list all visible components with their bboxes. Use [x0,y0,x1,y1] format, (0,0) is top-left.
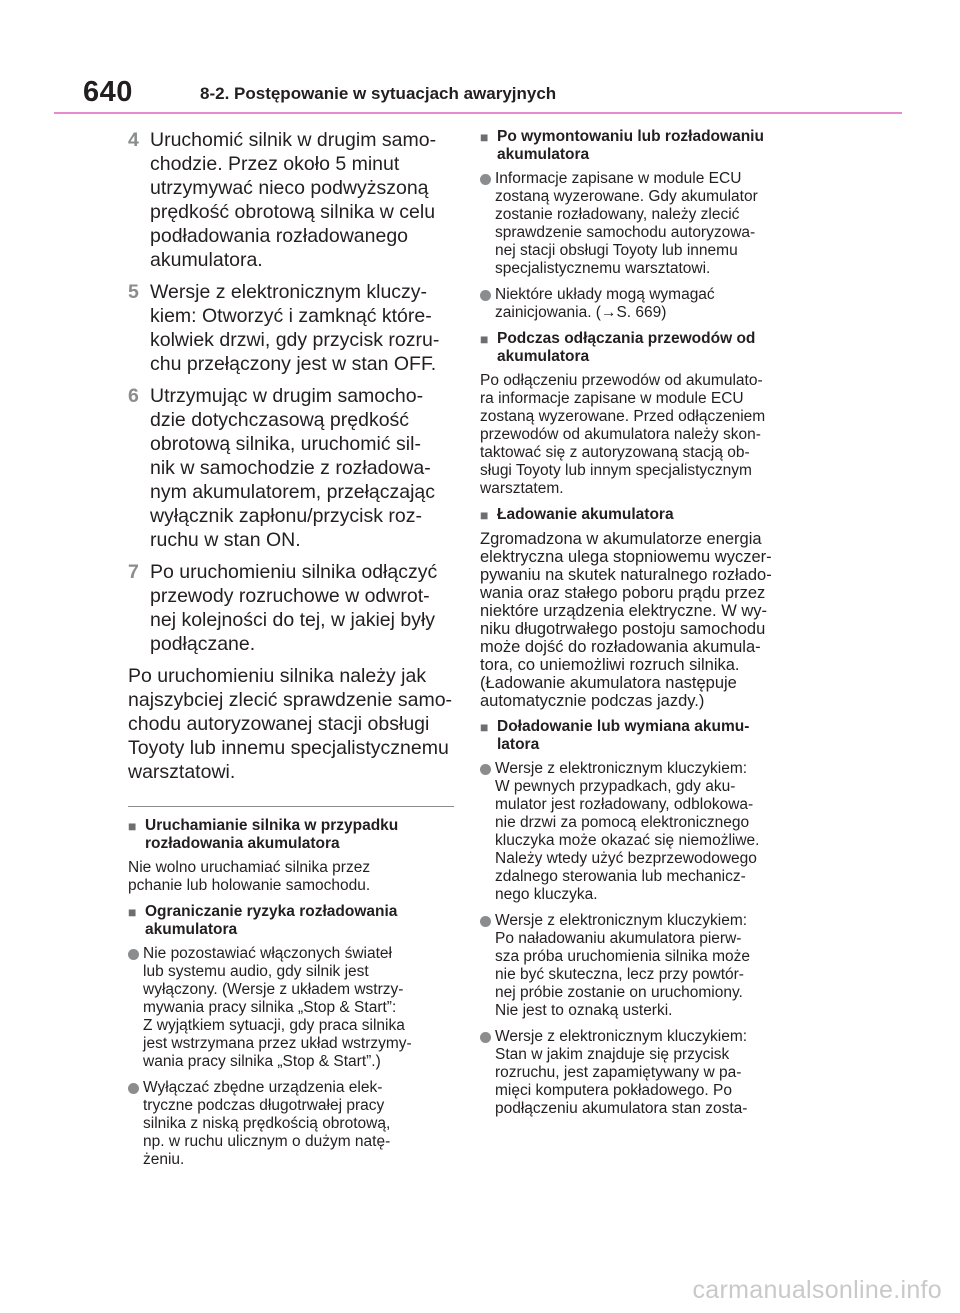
step-text: Utrzymując w drugim samocho- dzie dotychczasową prędkość obrotową silnika, uruchomić sil- nik w samochodzie z rozładowa- nym akumulatorem, przełączając wyłącznik zapłonu/przycisk roz- ruchu w stan ON. [150,385,436,551]
step-text: Wersje z elektronicznym kluczy- kiem: Otworzyć i zamknąć które- kolwiek drzwi, gdy przycisk rozru- chu przełączony jest w stan OFF. [150,281,440,375]
square-bullet-icon: ■ [480,331,489,347]
step-item [128,384,454,552]
step-text: Po uruchomieniu silnika odłączyć przewody rozruchowe w odwrot- nej kolejności do tej, w jakiej były podłączane. [150,561,438,655]
bullet-text: Wyłączać zbędne urządzenia elek- tryczne podczas długotrwałej pracy silnika z niską prędkością obrotową, np. w ruchu ulicznym o dużym natę- żeniu. [143,1079,391,1168]
step-number: 5 [128,281,139,303]
step-number: 6 [128,385,139,407]
subsection-text: Nie wolno uruchamiać silnika przez pchanie lub holowanie samochodu. [128,859,371,894]
header-rule [54,112,902,114]
bullet-item [480,286,806,322]
square-bullet-icon: ■ [480,129,489,145]
square-bullet-icon: ■ [128,818,137,834]
bullet-text: Wersje z elektronicznym kluczykiem: Po naładowaniu akumulatora pierw- sza próba uruchomienia silnika może nie być skuteczna, lecz przy powtór- nej próbie zostanie on uruchomiony. Nie jest to oznaką usterki. [495,912,751,1019]
circle-bullet-icon [480,286,495,322]
subsection-heading-text: Po wymontowaniu lub rozładowaniu akumulatora [497,128,764,163]
subsection-heading-text: Ładowanie akumulatora [497,506,674,523]
step-number: 4 [128,129,139,151]
subsection-heading [480,128,806,164]
watermark: carmanualsonline.info [692,1276,942,1304]
subsection-heading [480,330,806,366]
bullet-item [480,912,806,1020]
step-number: 7 [128,561,139,583]
bullet-item [480,760,806,904]
square-bullet-icon: ■ [128,904,137,920]
square-bullet-icon: ■ [480,507,489,523]
circle-bullet-icon [128,1079,143,1169]
circle-bullet-icon [480,912,495,1020]
bullet-item [480,1028,806,1118]
square-bullet-icon: ■ [480,719,489,735]
step-text: Uruchomić silnik w drugim samo- chodzie. Przez około 5 minut utrzymywać nieco podwyższoną prędkość obrotową silnika w celu podładowania rozładowanego akumulatora. [150,129,437,271]
section-divider [128,806,454,807]
bullet-text: Nie pozostawiać włączonych świateł lub systemu audio, gdy silnik jest wyłączony. (Wersje z układem wstrzy- mywania pracy silnika „Stop & Start”: Z wyjątkiem sytuacji, gdy praca silnika jest wstrzymana przez układ wstrzymy- wania pracy silnika „Stop & Start”.) [143,945,412,1070]
subsection-heading-text: Ograniczanie ryzyka rozładowania akumulatora [145,903,398,938]
bullet-text: Wersje z elektronicznym kluczykiem: Stan w jakim znajduje się przycisk rozruchu, jest zapamiętywany w pa- mięci komputera pokładowego. Po podłączeniu akumulatora stan zosta- [495,1028,748,1117]
subsection-heading [480,718,806,754]
subsection-text: Zgromadzona w akumulatorze energia elektryczna ulega stopniowemu wyczer- pywaniu na skutek naturalnego rozłado- wania oraz stałego poboru prądu przez niektóre urządzenia elektryczne. W wy- niku długotrwałego postoju samochodu może dojść do rozładowania akumula- tora, co uniemożliwi rozruch silnika. (Ładowanie akumulatora następuje automatycznie podczas jazdy.) [480,530,772,710]
step-item [128,280,454,376]
circle-bullet-icon [480,170,495,278]
circle-bullet-icon [480,1028,495,1118]
bullet-text: Niektóre układy mogą wymagać zainicjowania. (→S. 669) [495,286,715,321]
subsection-heading [480,506,806,524]
page-number: 640 [83,76,133,108]
subsection-heading-text: Uruchamianie silnika w przypadku rozładowania akumulatora [145,817,399,852]
step-item [128,128,454,272]
circle-bullet-icon [480,760,495,904]
subsection-heading-text: Podczas odłączania przewodów od akumulatora [497,330,756,365]
page-header [0,0,960,116]
bullet-text: Informacje zapisane w module ECU zostaną wyzerowane. Gdy akumulator zostanie rozładowany, należy zlecić sprawdzenie samochodu autoryzowa- nej stacji obsługi Toyoty lub innemu specjalistycznemu warsztatowi. [495,170,758,277]
subsection-heading-text: Doładowanie lub wymiana akumu- latora [497,718,750,753]
right-column [480,128,806,1126]
bullet-text: Wersje z elektronicznym kluczykiem: W pewnych przypadkach, gdy aku- mulator jest rozładowany, odblokowa- nie drzwi za pomocą elektronicznego kluczyka może okazać się niemożliwe. Należy wtedy użyć bezprzewodowego zdalnego sterowania lub mechanicz- nego kluczyka. [495,760,760,903]
bullet-item [128,1079,454,1169]
circle-bullet-icon [128,945,143,1071]
subsection-text: Po odłączeniu przewodów od akumulato- ra informacje zapisane w module ECU zostaną wyzerowane. Przed odłączeniem przewodów od akumulatora należy skon- taktować się z autoryzowaną stacją ob- sługi Toyoty lub innym specjalistycznym warsztatem. [480,372,766,497]
section-title: 8-2. Postępowanie w sytuacjach awaryjnych [200,84,557,103]
bullet-item [128,945,454,1071]
step-item [128,560,454,656]
closing-paragraph: Po uruchomieniu silnika należy jak najszybciej zlecić sprawdzenie samo- chodu autoryzowanej stacji obsługi Toyoty lub innemu specjalistycznemu warsztatowi. [128,665,453,783]
subsection-heading [128,817,454,853]
bullet-item [480,170,806,278]
left-column [128,128,454,1177]
subsection-heading [128,903,454,939]
